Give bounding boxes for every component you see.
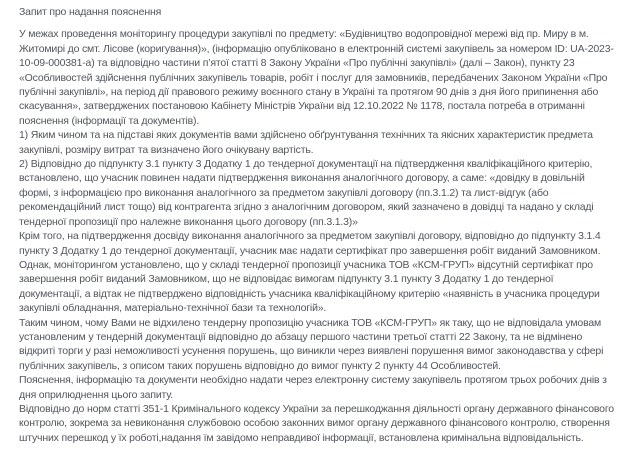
paragraph: Відповідно до норм статті 351-1 Кримінального кодексу України за перешкоджання діяльності органу державного фінансового контролю, зокрема за невиконання службовою особою законних вимог органу державного фінансового контролю, створення штучних перешкод у їх роботі,надання їм завідомо неправдивої інформації, встановлена кримінальна відповідальність. xyxy=(19,402,614,444)
paragraph: Однак, моніторингом установлено, що у складі тендерної пропозиції учасника ТОВ «КСМ-ГРУП» відсутній сертифікат про завершення робіт виданий Замовником, що не відповідає вимогам підпункту 3.1 пункту 3 Додатку 1 до тендерної документації, а відтак не підтверджено відповідність учасника кваліфікаційному критерію «наявність в учасника процедури закупівлі обладнання, матеріально-технічної бази та технологій». xyxy=(19,258,600,315)
document-title: Запит про надання пояснення xyxy=(19,6,162,18)
paragraph: 2) Відповідно до підпункту 3.1 пункту 3 Додатку 1 до тендерної документації на підтвердження кваліфікаційного критерію, встановлено, що учасник повинен надати підтвердження виконання аналогічного договору, а саме: «довідку в довільній формі, з інформацією про виконання аналогічного за предметом закупівлі договору (пп.3.1.2) та лист-відгук (або рекомендаційний лист тощо) від контрагента згідно з аналогічним договором, який зазначено в довідці та надано у складі тендерної пропозиції про належне виконання цього договору (пп.3.1.3)» xyxy=(19,158,594,228)
paragraph: Крім того, на підтвердження досвіду виконання аналогічного за предметом закупівлі договору, відповідно до підпункту 3.1.4 пункту 3 Додатку 1 до тендерної документації, учасник має надати сертифікат про завершення робіт виданий Замовником. xyxy=(19,230,601,257)
paragraph: У межах проведення моніторингу процедури закупівлі по предмету: «Будівництво водопровідної мережі від пр. Миру в м. Житомирі до смт. Лісове (коригування)», (інформацію опубліковано в електронній системі закупівель за номером ID: UA-2023-10-09-000381-а) та відповідно частини п’ятої статті 8 Закону України «Про публічні закупівлі» (далі – Закон), пункту 23 «Особливостей здійснення публічних закупівель товарів, робіт і послуг для замовників, передбачених Законом України «Про публічні закупівлі», на період дії правового режиму воєнного стану в Україні та протягом 90 днів з дня його припинення або скасування», затверджених постановою Кабінету Міністрів України від 12.10.2022 № 1178, постала потреба в отриманні пояснення (інформації та документів). xyxy=(19,28,614,127)
paragraph: Таким чином, чому Вами не відхилено тендерну пропозицію учасника ТОВ «КСМ-ГРУП» як таку, що не відповідала умовам установленим у тендерній документації відповідно до абзацу першого частини третьої статті 22 Закону, та не відмінено відкриті торги у разі неможливості усунення порушень, що виникли через виявлені порушення вимог законодавства у сфері публічних закупівель, з описом таких порушень відповідно до вимог пункту 2 пункту 44 Особливостей. xyxy=(19,316,604,372)
paragraph: Пояснення, інформацію та документи необхідно надати через електронну систему закупівель протягом трьох робочих днів з дня оприлюднення цього запиту. xyxy=(19,374,607,401)
paragraph: 1) Яким чином та на підставі яких документів вами здійснено обґрунтування технічних та якісних характеристик предмета закупівлі, розміру витрат та визначено його очікувану вартість. xyxy=(19,129,593,156)
